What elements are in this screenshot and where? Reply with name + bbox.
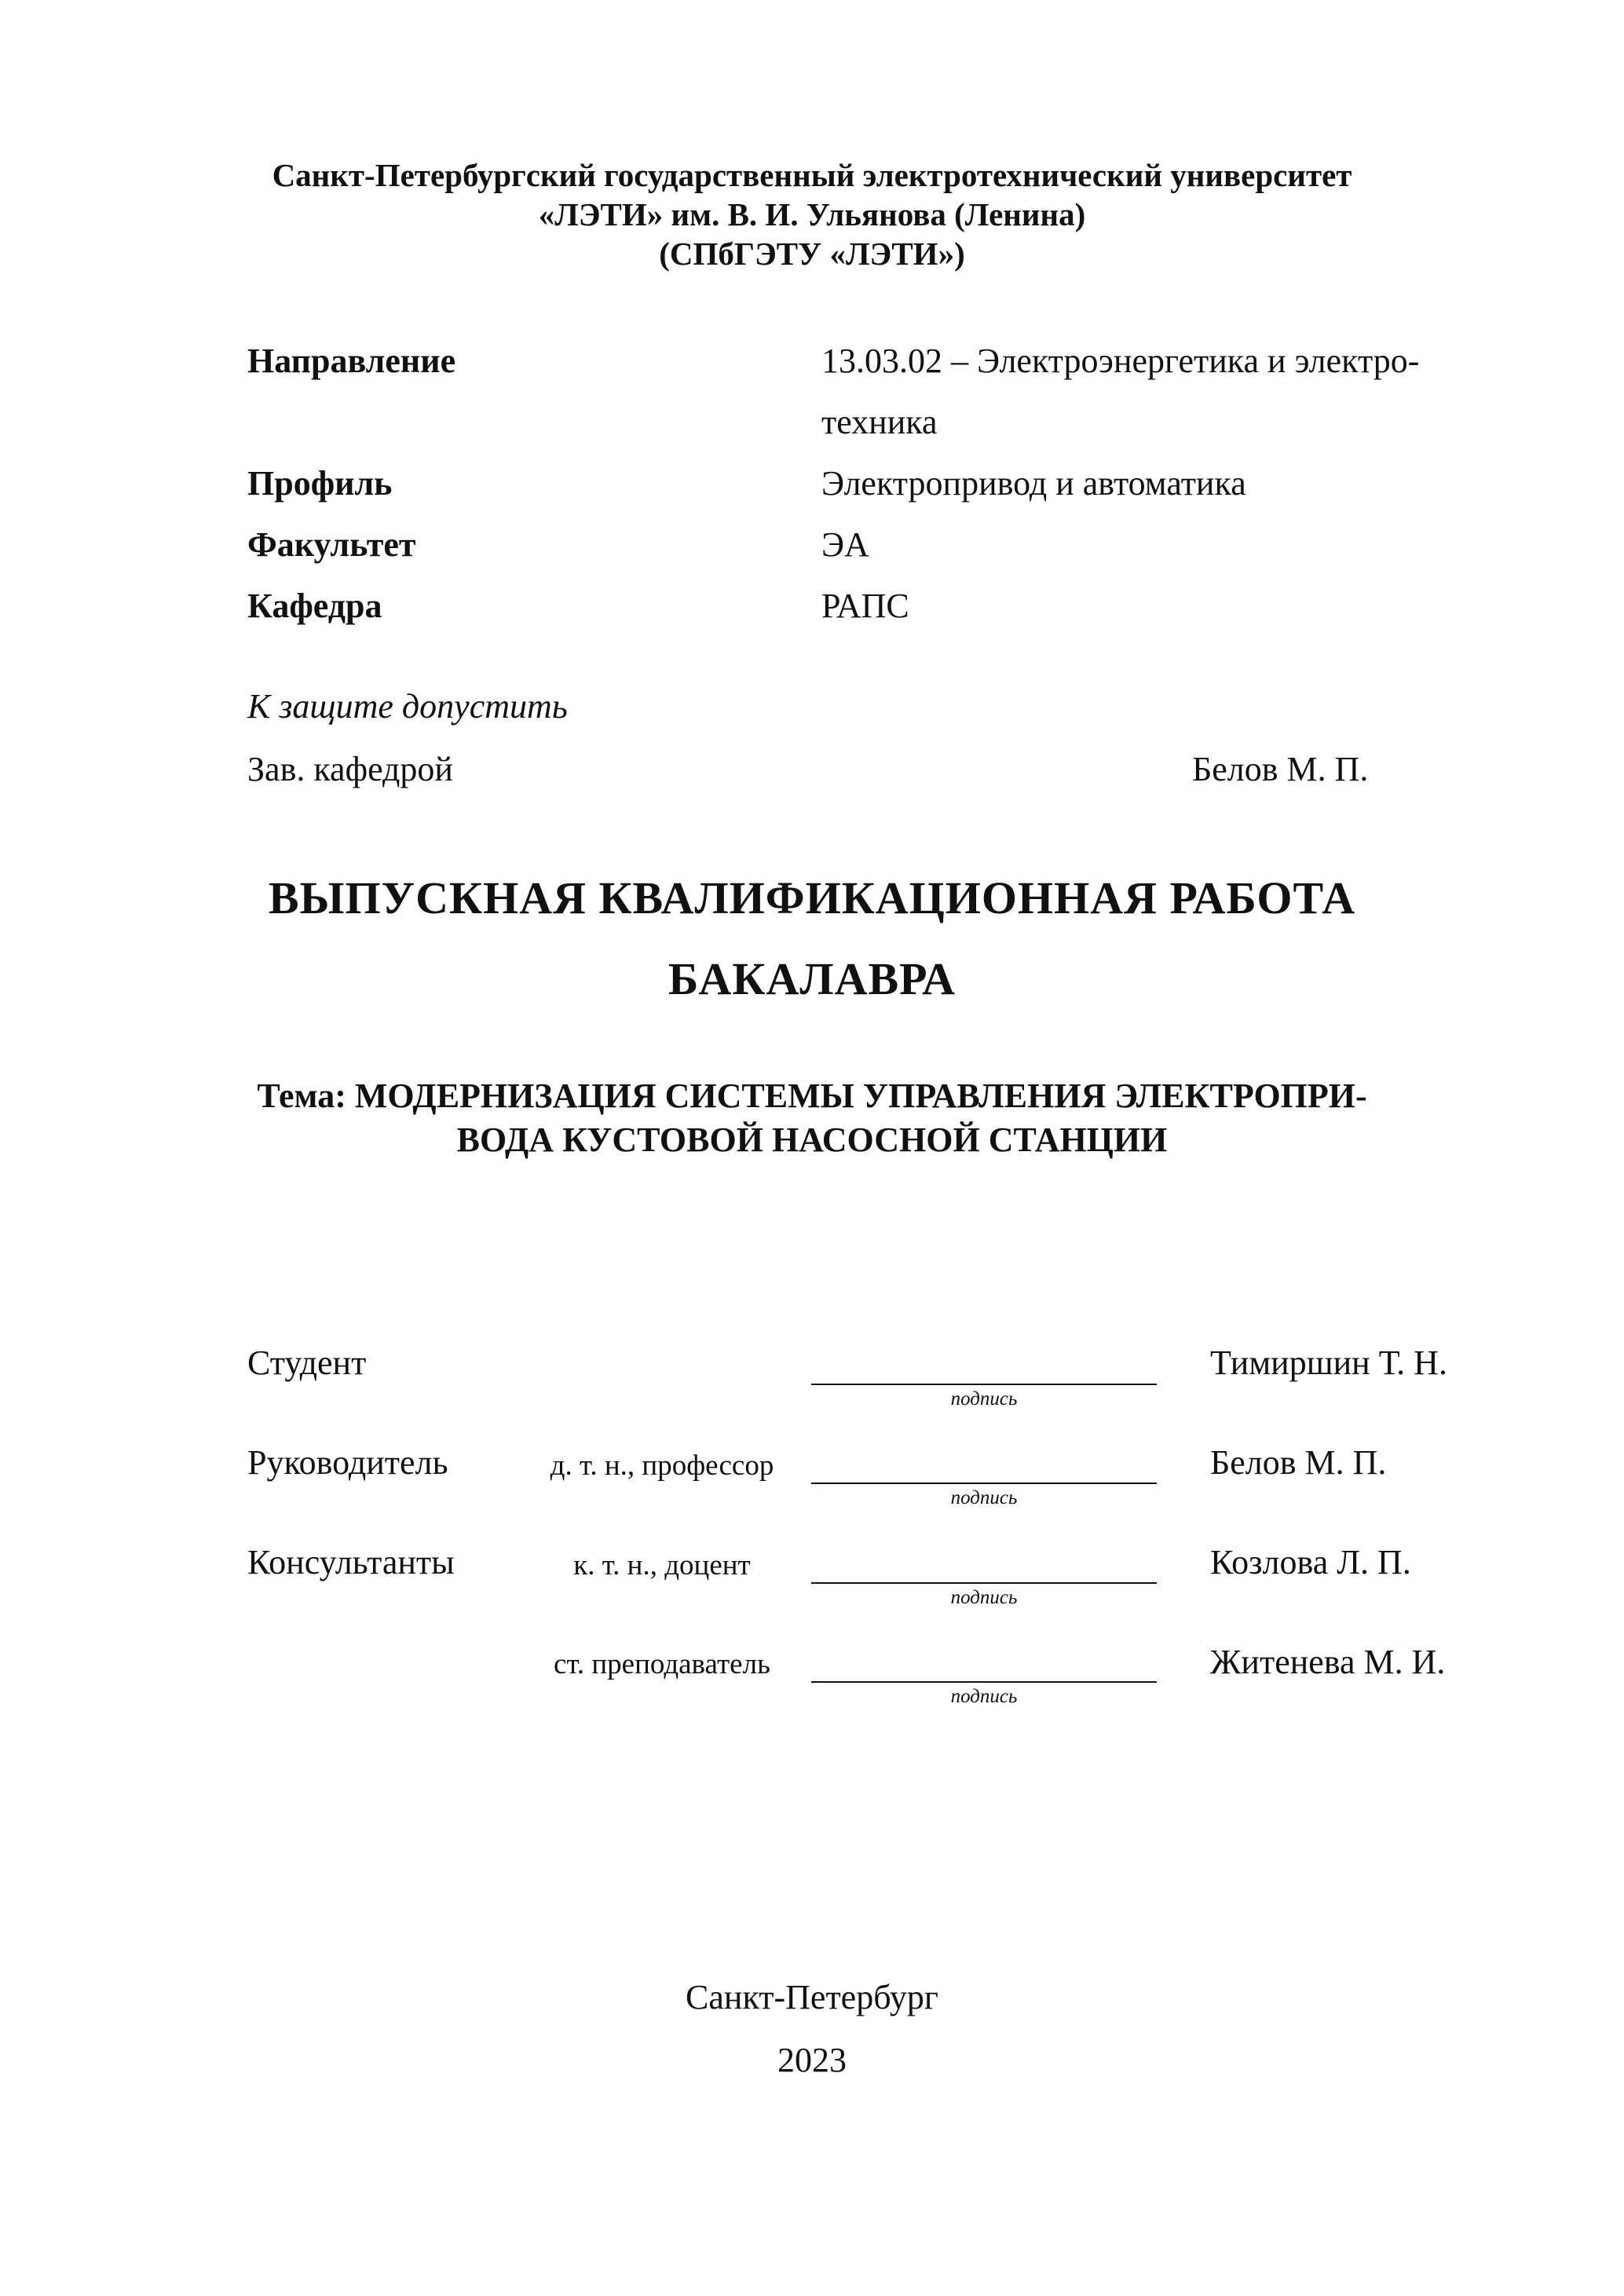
signature-caption: подпись [950, 1686, 1018, 1707]
signature-line [811, 1582, 1157, 1584]
signature-role-supervisor: Руководитель [247, 1443, 448, 1482]
signature-name-supervisor: Белов М. П. [1210, 1443, 1387, 1482]
signature-caption: подпись [950, 1587, 1018, 1608]
document-title-line1: ВЫПУСКНАЯ КВАЛИФИКАЦИОННАЯ РАБОТА [268, 872, 1356, 923]
department-label: Кафедра [247, 587, 382, 625]
faculty-value: ЭА [821, 525, 869, 564]
signature-caption: подпись [950, 1487, 1018, 1508]
profile-value: Электропривод и автоматика [821, 464, 1246, 503]
signature-position-supervisor: д. т. н., профессор [550, 1450, 774, 1482]
department-value: РАПС [821, 587, 909, 625]
signature-role-student: Студент [247, 1344, 367, 1382]
signature-caption: подпись [950, 1388, 1018, 1409]
admission-note: К защите допустить [247, 687, 568, 726]
profile-label: Профиль [247, 464, 393, 503]
direction-label: Направление [247, 342, 456, 380]
footer-city: Санкт-Петербург [686, 1978, 938, 2016]
topic-line1: Тема: МОДЕРНИЗАЦИЯ СИСТЕМЫ УПРАВЛЕНИЯ ЭЛЕКТРОПРИ- [257, 1077, 1367, 1115]
university-abbreviation: (СПбГЭТУ «ЛЭТИ») [659, 236, 965, 272]
faculty-label: Факультет [247, 525, 416, 564]
direction-value-line2: техника [821, 403, 938, 441]
signature-line [811, 1384, 1157, 1385]
topic-line2: ВОДА КУСТОВОЙ НАСОСНОЙ СТАНЦИИ [456, 1121, 1168, 1159]
signature-line [811, 1483, 1157, 1484]
footer-year: 2023 [777, 2041, 847, 2079]
signature-position-consultant2: ст. преподаватель [554, 1648, 770, 1680]
signature-position-consultant1: к. т. н., доцент [573, 1549, 751, 1581]
head-of-department-name: Белов М. П. [1192, 750, 1369, 788]
signature-name-consultant2: Житенева М. И. [1210, 1643, 1446, 1681]
university-name-line2: «ЛЭТИ» им. В. И. Ульянова (Ленина) [538, 196, 1086, 232]
direction-value-line1: 13.03.02 – Электроэнергетика и электро- [821, 342, 1420, 380]
university-name-line1: Санкт-Петербургский государственный электротехнический университет [272, 157, 1352, 193]
signature-role-consultants: Консультанты [247, 1543, 455, 1581]
document-title-line2: БАКАЛАВРА [668, 953, 956, 1004]
signature-name-consultant1: Козлова Л. П. [1210, 1543, 1411, 1581]
signature-line [811, 1681, 1157, 1683]
signature-name-student: Тимиршин Т. Н. [1210, 1344, 1447, 1382]
head-of-department-label: Зав. кафедрой [247, 750, 453, 788]
